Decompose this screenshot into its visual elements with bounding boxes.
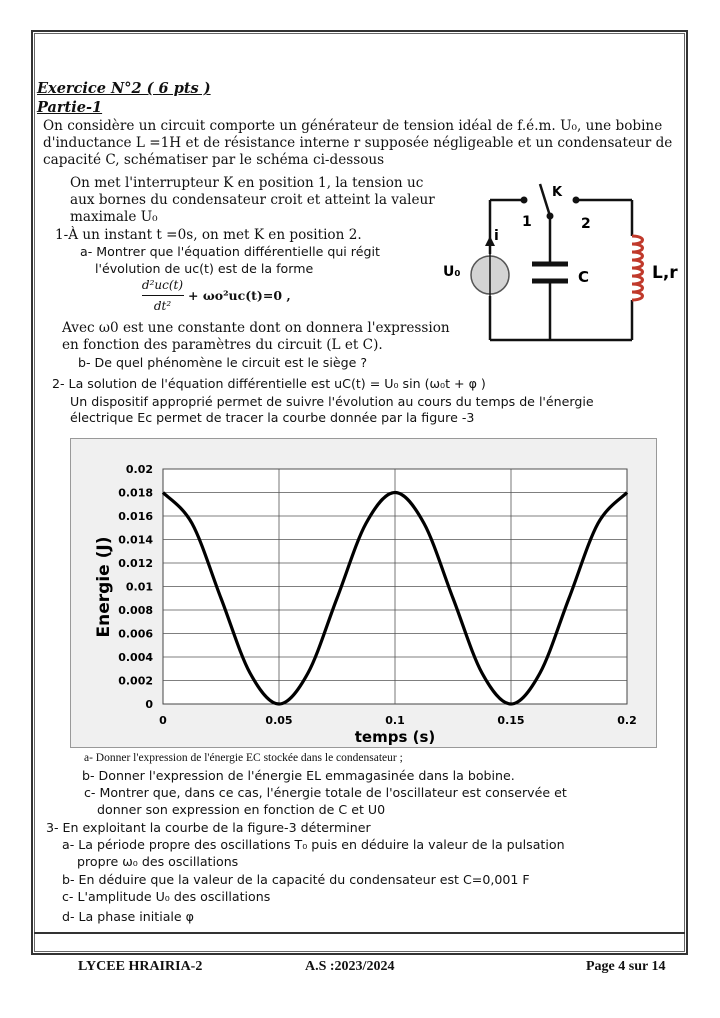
x-tick-label: 0.05	[265, 714, 293, 727]
y-tick-label: 0.014	[118, 533, 153, 547]
y-tick-label: 0.016	[118, 510, 153, 523]
question-3b: b- En déduire que la valeur de la capacité du condensateur est C=0,001 F	[62, 872, 530, 887]
setup-line-1: On met l'interrupteur K en position 1, la tension uc	[70, 175, 424, 191]
intro-line-3: capacité C, schématiser par le schéma ci-dessous	[43, 152, 385, 168]
x-tick-label: 0	[159, 714, 167, 727]
question-2c-line-2: donner son expression en fonction de C et U0	[97, 802, 386, 817]
generator-label: U₀	[443, 264, 461, 280]
question-3c: c- L'amplitude U₀ des oscillations	[62, 889, 271, 904]
y-tick-label: 0.004	[118, 651, 153, 664]
omega-line-1: Avec ω0 est une constante dont on donnera l'expression	[62, 320, 450, 336]
capacitor-label: C	[578, 268, 590, 286]
exercise-title: Exercice N°2 ( 6 pts )	[37, 80, 211, 97]
position-1-label: 1	[522, 214, 532, 230]
question-3d: d- La phase initiale φ	[62, 909, 194, 924]
differential-equation	[140, 278, 300, 318]
question-1: 1-À un instant t =0s, on met K en position 2.	[55, 227, 362, 243]
coil-label: L,r	[652, 263, 678, 283]
y-tick-label: 0.012	[118, 557, 153, 570]
footer-year: A.S :2023/2024	[305, 959, 395, 974]
question-3: 3- En exploitant la courbe de la figure-3 déterminer	[46, 820, 371, 835]
x-tick-label: 0.2	[617, 714, 637, 727]
question-2-desc-1: Un dispositif approprié permet de suivre l'évolution au cours du temps de l'énergie	[70, 394, 594, 409]
footer-page: Page 4 sur 14	[586, 959, 666, 974]
current-label: i	[494, 228, 499, 244]
switch-pivot	[547, 213, 554, 220]
x-tick-label: 0.15	[497, 714, 525, 727]
x-tick-label: 0.1	[385, 714, 405, 727]
question-2a: a- Donner l'expression de l'énergie EC stockée dans le condensateur ;	[84, 752, 403, 764]
position-2-label: 2	[581, 216, 591, 232]
circuit-diagram	[440, 178, 685, 348]
question-3a-line-1: a- La période propre des oscillations T₀ puis en déduire la valeur de la pulsation	[62, 837, 565, 852]
y-tick-label: 0.018	[118, 486, 153, 500]
equation-rest: + ωo²uc(t)=0 ,	[188, 288, 291, 303]
switch-terminal-2	[573, 197, 580, 204]
intro-line-1: On considère un circuit comporte un générateur de tension idéal de f.é.m. U₀, une bobine	[43, 118, 663, 134]
part-title: Partie-1	[37, 99, 103, 116]
footer-school: LYCEE HRAIRIA-2	[78, 959, 203, 974]
switch-label: K	[552, 185, 563, 200]
question-2: 2- La solution de l'équation différentielle est uC(t) = U₀ sin (ω₀t + φ )	[52, 376, 486, 391]
x-axis-label: temps (s)	[354, 728, 436, 746]
switch-blade	[540, 184, 550, 216]
fraction-bar	[142, 295, 184, 296]
setup-line-3: maximale U₀	[70, 209, 158, 225]
question-1a-line-1: a- Montrer que l'équation différentielle qui régit	[80, 244, 380, 259]
y-tick-label: 0	[145, 698, 153, 711]
y-tick-label: 0.01	[125, 580, 153, 594]
y-tick-label: 0.002	[118, 674, 153, 688]
setup-line-2: aux bornes du condensateur croit et atteint la valeur	[70, 192, 435, 208]
question-3a-line-2: propre ω₀ des oscillations	[77, 854, 239, 869]
y-tick-label: 0.02	[125, 463, 153, 476]
y-tick-label: 0.008	[118, 604, 153, 617]
question-1b: b- De quel phénomène le circuit est le siège ?	[78, 355, 368, 370]
switch-terminal-1	[521, 197, 528, 204]
y-tick-label: 0.006	[118, 627, 153, 641]
coil-icon	[632, 236, 643, 300]
question-1a-line-2: l'évolution de uc(t) est de la forme	[95, 261, 314, 276]
energy-chart	[71, 439, 656, 747]
question-2c-line-1: c- Montrer que, dans ce cas, l'énergie totale de l'oscillateur est conservée et	[84, 785, 567, 800]
equation-denominator: dt²	[153, 299, 172, 313]
equation-numerator: d²uc(t)	[141, 278, 184, 292]
intro-line-2: d'inductance L =1H et de résistance interne r supposée négligeable et un condensateur de	[43, 135, 673, 151]
energy-chart-panel	[70, 438, 657, 748]
y-axis-label: Energie (J)	[94, 536, 114, 638]
omega-line-2: en fonction des paramètres du circuit (L et C).	[62, 337, 383, 353]
question-2-desc-2: électrique Ec permet de tracer la courbe donnée par la figure -3	[70, 410, 475, 425]
question-2b: b- Donner l'expression de l'énergie EL emmagasinée dans la bobine.	[82, 768, 515, 783]
footer-separator	[34, 932, 685, 934]
